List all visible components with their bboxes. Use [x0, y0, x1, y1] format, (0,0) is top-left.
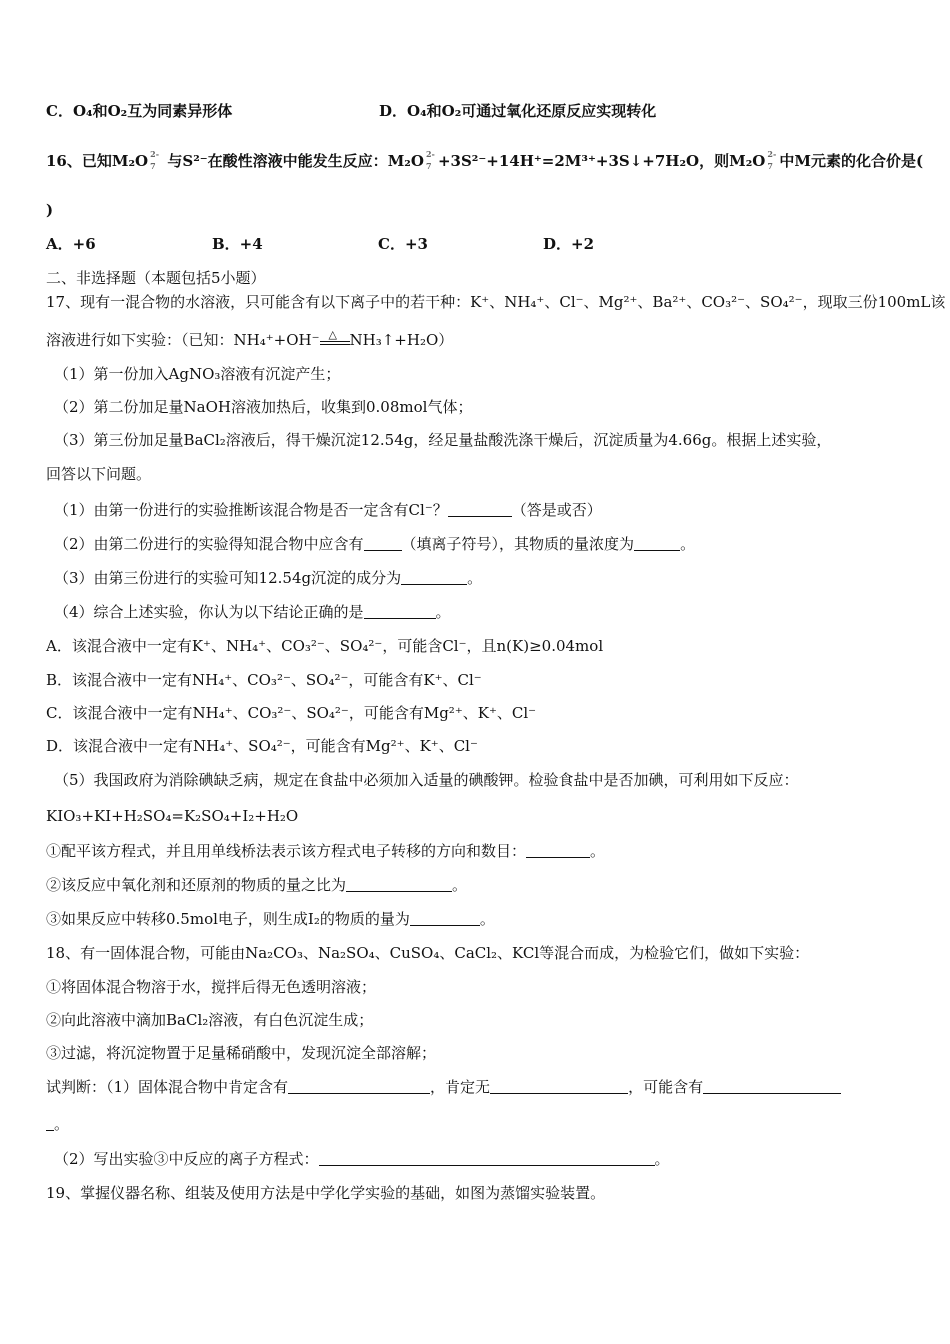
q17-exp1: （1）第一份加入AgNO₃溶液有沉淀产生；	[54, 365, 341, 383]
answer-blank[interactable]	[448, 502, 512, 517]
answer-blank[interactable]	[634, 536, 680, 551]
q18-step2: ②向此溶液中滴加BaCl₂溶液，有白色沉淀生成；	[46, 1011, 374, 1029]
q17-ask5: （5）我国政府为消除碘缺乏病，规定在食盐中必须加入适量的碘酸钾。检验食盐中是否加碘，可利用如下反应：	[54, 771, 799, 789]
q17-option-c: C．该混合液中一定有NH₄⁺、CO₃²⁻、SO₄²⁻，可能含有Mg²⁺、K⁺、Cl⁻	[46, 704, 537, 722]
q18-stem: 18、有一固体混合物，可能由Na₂CO₃、Na₂SO₄、CuSO₄、CaCl₂、KCl等混合而成，为检验它们，做如下实验：	[46, 944, 810, 962]
q17-sub2: ②该反应中氧化剂和还原剂的物质的量之比为 。	[46, 876, 468, 894]
answer-blank[interactable]	[346, 877, 452, 892]
q18-judge1: 试判断：（1）固体混合物中肯定含有 ，肯定无 ，可能含有	[46, 1077, 841, 1097]
q18-judge1-end: 。	[46, 1114, 69, 1134]
q17-stem: 17、现有一混合物的水溶液，只可能含有以下离子中的若干种：K⁺、NH₄⁺、Cl⁻、Mg²⁺、Ba²⁺、CO₃²⁻、SO₄²⁻，现取三份100mL该	[46, 293, 946, 311]
q17-reaction: KIO₃+KI+H₂SO₄=K₂SO₄+I₂+H₂O	[46, 807, 299, 825]
q15-option-d: D．O₄和O₂可通过氧化还原反应实现转化	[379, 102, 657, 120]
answer-blank[interactable]	[319, 1151, 655, 1166]
q18-step1: ①将固体混合物溶于水，搅拌后得无色透明溶液；	[46, 978, 377, 996]
q17-ask2: （2）由第二份进行的实验得知混合物中应含有 （填离子符号），其物质的量浓度为 。	[54, 535, 696, 553]
answer-blank[interactable]	[46, 1116, 54, 1131]
q16-option-b: B．+4	[212, 235, 263, 253]
q16-option-d: D．+2	[543, 235, 595, 253]
answer-blank[interactable]	[364, 536, 402, 551]
q17-option-b: B．该混合液中一定有NH₄⁺、CO₃²⁻、SO₄²⁻，可能含有K⁺、Cl⁻	[46, 671, 482, 689]
answer-blank[interactable]	[410, 911, 480, 926]
answer-blank[interactable]	[526, 843, 590, 858]
q18-step3: ③过滤，将沉淀物置于足量稀硝酸中，发现沉淀全部溶解；	[46, 1044, 437, 1062]
heat-arrow: △	[320, 333, 350, 347]
q17-ask4: （4）综合上述实验，你认为以下结论正确的是 。	[54, 603, 451, 621]
q17-exp3-cont: 回答以下问题。	[46, 465, 152, 483]
section-heading: 二、非选择题（本题包括5小题）	[46, 269, 266, 287]
answer-blank[interactable]	[364, 604, 436, 619]
q16-option-a: A．+6	[46, 235, 96, 253]
q16-stem-close: )	[46, 201, 54, 219]
answer-blank[interactable]	[490, 1079, 628, 1094]
q17-exp3: （3）第三份加足量BaCl₂溶液后，得干燥沉淀12.54g，经足量盐酸洗涤干燥后，沉淀质量为4.66g。根据上述实验，	[54, 431, 832, 449]
q17-given: 溶液进行如下实验：（已知：NH₄⁺+OH⁻ △ NH₃↑+H₂O）	[46, 328, 454, 349]
q19-stem: 19、掌握仪器名称、组装及使用方法是中学化学实验的基础，如图为蒸馏实验装置。	[46, 1184, 606, 1202]
q17-ask3: （3）由第三份进行的实验可知12.54g沉淀的成分为 。	[54, 569, 483, 587]
q16-stem: 16、已知M₂O 2- 7 与S²⁻在酸性溶液中能发生反应：M₂O 2- 7 +3S²⁻+14H⁺=2M³⁺+3S↓+7H₂O，则M₂O 2- 7 中M元素的化合价是(	[46, 149, 924, 171]
q18-judge2: （2）写出实验③中反应的离子方程式： 。	[54, 1150, 670, 1168]
q16-option-c: C．+3	[378, 235, 428, 253]
q17-exp2: （2）第二份加足量NaOH溶液加热后，收集到0.08mol气体；	[54, 398, 473, 416]
q15-option-c: C．O₄和O₂互为同素异形体	[46, 102, 233, 120]
q17-sub3: ③如果反应中转移0.5mol电子，则生成I₂的物质的量为 。	[46, 910, 495, 928]
q17-option-a: A．该混合液中一定有K⁺、NH₄⁺、CO₃²⁻、SO₄²⁻，可能含Cl⁻，且n(K)≥0.04mol	[46, 637, 604, 655]
q17-sub1: ①配平该方程式，并且用单线桥法表示该方程式电子转移的方向和数目： 。	[46, 842, 606, 860]
answer-blank[interactable]	[288, 1079, 430, 1094]
answer-blank[interactable]	[401, 570, 467, 585]
q17-ask1: （1）由第一份进行的实验推断该混合物是否一定含有Cl⁻？ （答是或否）	[54, 501, 602, 519]
answer-blank[interactable]	[703, 1079, 841, 1094]
q17-option-d: D．该混合液中一定有NH₄⁺、SO₄²⁻，可能含有Mg²⁺、K⁺、Cl⁻	[46, 737, 478, 755]
